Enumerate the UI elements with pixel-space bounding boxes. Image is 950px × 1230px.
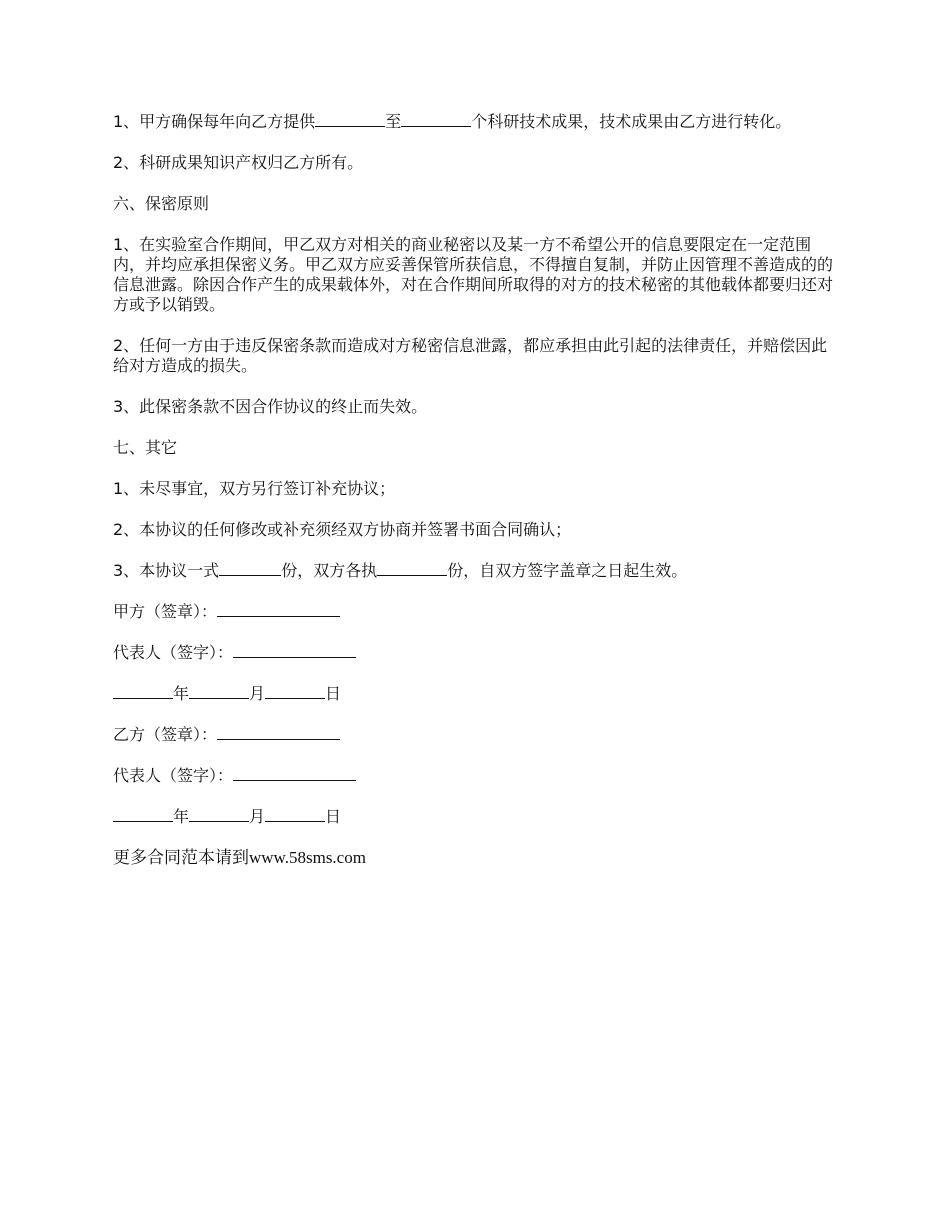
party-b-month-blank — [189, 807, 249, 822]
clause-amendment: 2、本协议的任何修改或补充须经双方协商并签署书面合同确认； — [113, 520, 572, 539]
party-a-date-line — [113, 684, 840, 704]
party-a-day-label: 日 — [325, 684, 342, 703]
clause-copies-suffix: 份，自双方签字盖章之日起生效。 — [447, 561, 688, 580]
party-b-day-label: 日 — [325, 807, 342, 826]
clause-achievement-mid: 至 — [385, 112, 402, 131]
blank-max-count — [401, 112, 471, 127]
party-a-day-blank — [265, 684, 325, 699]
clause-achievement-prefix: 1、甲方确保每年向乙方提供 — [113, 112, 316, 131]
clause-breach-liability: 2、任何一方由于违反保密条款而造成对方秘密信息泄露，都应承担由此引起的法律责任，并赔偿因此给对方造成的损失。 — [113, 336, 828, 375]
party-a-seal-label: 甲方（签章）： — [113, 602, 218, 621]
section-other-title: 七、其它 — [113, 438, 178, 457]
party-b-day-blank — [265, 807, 325, 822]
party-b-seal-blank — [217, 725, 340, 740]
section-confidentiality-title: 六、保密原则 — [113, 194, 210, 213]
clause-confidentiality-survival: 3、此保密条款不因合作协议的终止而失效。 — [113, 397, 428, 416]
party-a-rep-blank — [233, 643, 356, 658]
party-b-rep-label: 代表人（签字）： — [113, 766, 234, 785]
party-a-year-label: 年 — [173, 684, 190, 703]
clause-ip-ownership: 2、科研成果知识产权归乙方所有。 — [113, 153, 364, 172]
party-b-year-label: 年 — [173, 807, 190, 826]
blank-total-copies — [219, 561, 281, 576]
party-b-month-label: 月 — [249, 807, 266, 826]
blank-each-copies — [377, 561, 447, 576]
party-b-rep-blank — [233, 766, 356, 781]
party-a-rep-label: 代表人（签字）： — [113, 643, 234, 662]
party-b-date-line — [113, 807, 840, 827]
party-b-year-blank — [113, 807, 173, 822]
blank-min-count — [315, 112, 385, 127]
party-a-year-blank — [113, 684, 173, 699]
clause-achievement-suffix: 个科研技术成果，技术成果由乙方进行转化。 — [471, 112, 792, 131]
party-b-seal-line — [113, 725, 840, 745]
footer-url-link[interactable]: www.58sms.com — [249, 848, 366, 867]
footer-text: 更多合同范本请到 — [113, 848, 249, 867]
party-a-seal-line — [113, 602, 840, 622]
party-a-month-label: 月 — [249, 684, 266, 703]
party-b-rep-line — [113, 766, 840, 786]
party-a-seal-blank — [217, 602, 340, 617]
clause-achievement-quantity — [113, 112, 840, 132]
clause-confidentiality-scope: 1、在实验室合作期间，甲乙双方对相关的商业秘密以及某一方不希望公开的信息要限定在一定范围内，并均应承担保密义务。甲乙双方应妥善保管所获信息，不得擅自复制，并防止因管理不善造成的的信息泄露。除因合作产生的成果载体外，对在合作期间所取得的对方的技术秘密的其他载体都要归还对方或予以销毁。 — [113, 235, 834, 314]
clause-copies-prefix: 3、本协议一式 — [113, 561, 220, 580]
party-b-seal-label: 乙方（签章）： — [113, 725, 218, 744]
clause-supplementary: 1、未尽事宜，双方另行签订补充协议； — [113, 479, 396, 498]
party-a-rep-line — [113, 643, 840, 663]
clause-copies — [113, 561, 840, 581]
party-a-month-blank — [189, 684, 249, 699]
clause-copies-mid: 份，双方各执 — [281, 561, 378, 580]
footer-note — [113, 848, 840, 868]
contract-page — [113, 112, 840, 868]
